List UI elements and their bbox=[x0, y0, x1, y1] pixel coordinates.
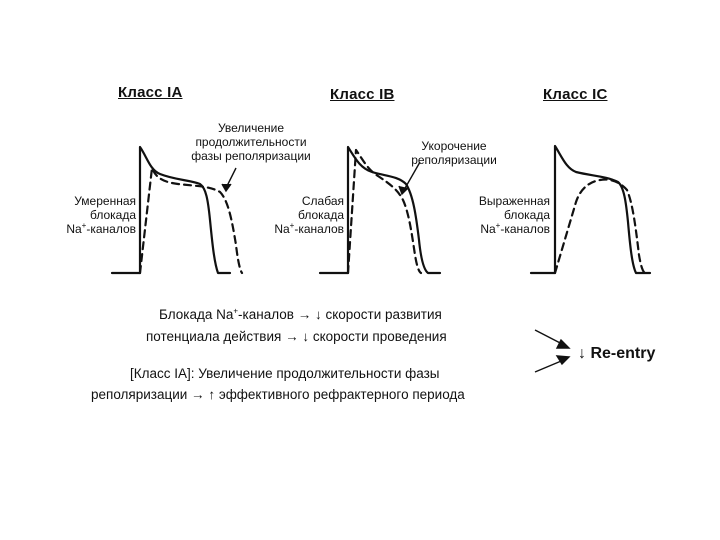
reentry-result: ↓ Re-entry bbox=[578, 345, 656, 362]
arrow-up-icon: ↑ bbox=[208, 387, 216, 402]
ia-effect-line-3: фазы реполяризации bbox=[191, 149, 311, 163]
ib-effect-label bbox=[398, 139, 510, 167]
pointer-statement2-head bbox=[557, 356, 569, 364]
pointer-statement1-head bbox=[557, 340, 569, 348]
ic-block-label bbox=[454, 194, 550, 236]
arrow-right-icon: → bbox=[285, 329, 299, 344]
ib-block-label bbox=[254, 194, 344, 236]
statement-2-line-2: реполяризации → ↑ эффективного рефрактерного периода bbox=[91, 387, 465, 402]
ia-block-line-3: Na+-каналов bbox=[66, 221, 136, 236]
ia-effect-line-1: Увеличение bbox=[217, 121, 285, 135]
statement-1-line-2: потенциала действия → ↓ скорости проведения bbox=[146, 329, 447, 344]
ia-effect-arrowhead bbox=[222, 184, 231, 191]
ib-block-line-1: Слабая bbox=[301, 194, 344, 208]
ia-effect-pointer bbox=[227, 168, 236, 186]
ia-effect-line-2: продолжительности bbox=[195, 135, 307, 149]
ib-drug-curve bbox=[348, 150, 421, 273]
statement-1-line-1: Блокада Na+-каналов → ↓ скорости развития bbox=[159, 306, 442, 322]
ib-effect-line-2: реполяризации bbox=[411, 153, 497, 167]
ia-effect-label bbox=[178, 121, 324, 163]
ic-block-line-3: Na+-каналов bbox=[480, 221, 550, 236]
ia-block-label bbox=[44, 194, 136, 236]
class-ia-title: Класс IA bbox=[118, 84, 183, 101]
class-ic-title: Класс IC bbox=[543, 86, 608, 103]
ia-drug-curve bbox=[140, 168, 242, 273]
ib-block-line-2: блокада bbox=[297, 208, 344, 222]
arrow-down-icon: ↓ bbox=[578, 345, 586, 362]
statement-2-line-1: [Класс IA]: Увеличение продолжительности фазы bbox=[130, 366, 440, 381]
class-ib-title: Класс IB bbox=[330, 86, 395, 103]
ia-block-line-1: Умеренная bbox=[74, 194, 136, 208]
arrow-down-icon: ↓ bbox=[314, 307, 322, 322]
ic-block-line-1: Выраженная bbox=[478, 194, 550, 208]
ib-effect-line-1: Укорочение bbox=[421, 139, 487, 153]
ia-block-line-2: блокада bbox=[89, 208, 136, 222]
arrow-right-icon: → bbox=[191, 387, 205, 402]
ic-block-line-2: блокада bbox=[503, 208, 550, 222]
arrow-right-icon: → bbox=[297, 307, 312, 322]
ib-block-line-3: Na+-каналов bbox=[274, 221, 344, 236]
arrow-down-icon: ↓ bbox=[302, 329, 310, 344]
